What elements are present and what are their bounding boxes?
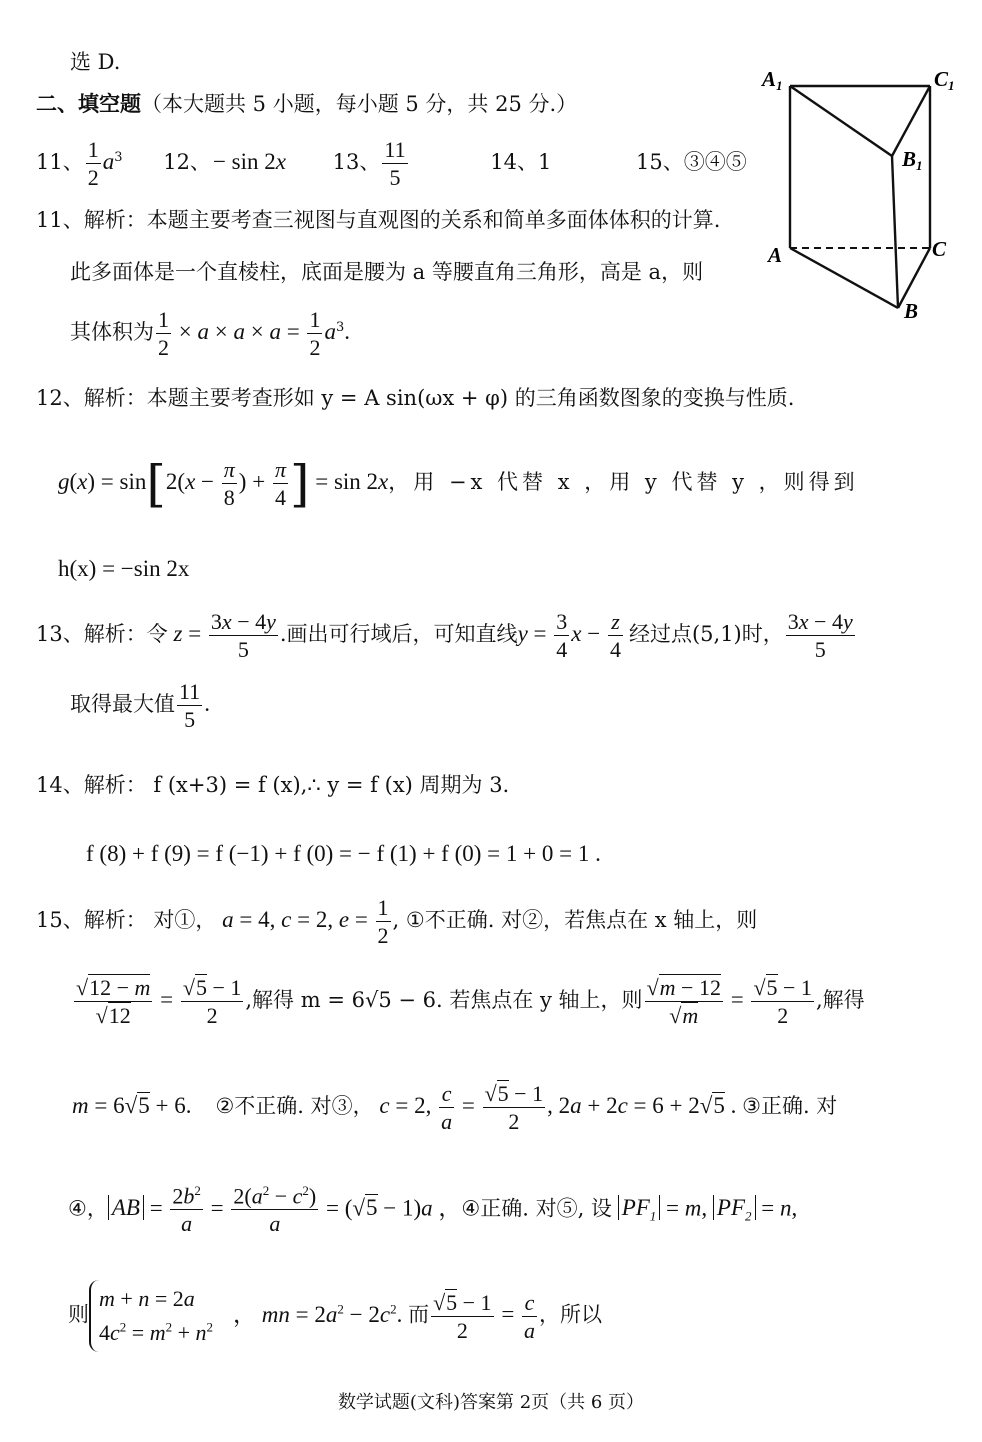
answer-13-label: 13、	[332, 150, 381, 175]
label-b1: B1	[902, 147, 923, 173]
solution-15-line5: 则m + n = 2a $4c^2 = m^2 + n^2$， mn = $2a^2 - 2c^2$. 而 $\frac{√5 - 1}{2}$ = $\frac{c}{a}$ ，所以	[68, 1280, 602, 1352]
page-footer: 数学试题(文科)答案第 2页（共 6 页）	[337, 1392, 645, 1413]
label-a1: A1	[762, 67, 783, 93]
equation-system: m + n = 2a $4c^2 = m^2 + n^2$	[89, 1280, 213, 1352]
section-title: 二、填空题	[36, 92, 141, 116]
solution-15-t5: ③正确. 对	[742, 1094, 838, 1119]
solution-12-line1: 12、解析：本题主要考查形如 y = A sin(ωx + φ) 的三角函数图象的变换与性质.	[36, 386, 795, 410]
solution-15-line3: m = 6√5 + 6. ②不正确. 对③， c = 2, $\frac{c}{a}$ = $\frac{√5 - 1}{2}$ , 2a + 2c = 6 + 2√5 . ③正确. 对	[72, 1081, 838, 1135]
solution-15-t8: 而	[408, 1302, 430, 1327]
section-heading	[36, 94, 577, 115]
label-a: A	[768, 243, 783, 267]
solution-15-t2: ,解得 m = 6√5 − 6. 若焦点在 y 轴上，则	[245, 988, 643, 1013]
volume-prefix: 其体积为	[70, 320, 154, 345]
solution-12-line3: h(x) = −sin 2x	[58, 556, 190, 581]
answer-12-label: 12、	[163, 150, 211, 175]
answer-14: 14、1	[490, 150, 552, 175]
solution-15-then: 则	[68, 1302, 89, 1327]
solution-15-t3: ,解得	[815, 988, 865, 1013]
solution-15-t6: ④正确. 对⑤, 设	[461, 1196, 612, 1221]
answer-11-label: 11、	[36, 150, 84, 175]
solution-13-mid: .画出可行域后，可知直线	[279, 622, 518, 647]
answers-row: 11、 $\frac{1}{2}$ $a^3$ 12、− sin 2x 13、 $\frac{11}{5}$ 14、1 15、③④⑤	[36, 137, 747, 191]
answer-15: 15、③④⑤	[636, 150, 747, 175]
solution-12-line2: g(x) = sin[2(x − $\frac{\pi}{8}$ ) + $\frac{\pi}{4}$ ] = sin 2x，用 −x 代替 x ，用 y 代替 y ，则得到	[58, 454, 859, 513]
solution-14-line2: f (8) + f (9) = f (−1) + f (0) = − f (1) + f (0) = 1 + 0 = 1 .	[86, 841, 601, 866]
solution-11-line3: 其体积为 $\frac{1}{2}$ × a × a × a = $\frac{1}{2}$ $a^3$.	[70, 307, 350, 361]
section-note: （本大题共 5 小题，每小题 5 分，共 25 分.）	[141, 92, 578, 116]
solution-13-line1: 13、解析：令 z = $\frac{3x - 4y}{5}$ .画出可行域后，可知直线y = $\frac{3}{4}$ x − $\frac{z}{4}$ 经过点(5,1)时， $\frac{3x - 4y}{5}$	[36, 609, 853, 663]
solution-13-max-prefix: 取得最大值	[70, 692, 175, 717]
label-c1: C1	[934, 67, 955, 93]
solution-15-t9: ，所以	[539, 1302, 603, 1327]
label-c: C	[932, 237, 947, 261]
solution-15-line2: $\frac{√12 - m}{√12}$ = $\frac{√5 - 1}{2}$ ,解得 m = 6√5 − 6. 若焦点在 y 轴上，则 $\frac{√m - 12}{√m}$ = $\frac{√5 - 1}{2}$ ,解得	[76, 975, 865, 1029]
solution-15-prefix: 15、解析： 对①，	[36, 908, 217, 933]
solution-15-t4: ②不正确. 对③，	[215, 1094, 374, 1119]
solution-11-line1: 11、解析：本题主要考查三视图与直观图的关系和简单多面体体积的计算.	[36, 208, 721, 232]
solution-13-line2: 取得最大值 $\frac{11}{5}$ .	[70, 679, 210, 733]
solution-11-line2: 此多面体是一个直棱柱，底面是腰为 a 等腰直角三角形，高是 a，则	[70, 260, 704, 284]
label-b: B	[904, 299, 919, 323]
solution-15-t1: ①不正确. 对②，若焦点在 x 轴上，则	[405, 908, 758, 933]
solution-15-line4: ④， AB = $\frac{2b^2}{a}$ = $\frac{2(a^2 - c^2)}{a}$ = (√5 − 1)a ，④正确. 对⑤, 设 $PF_1 = m$, $PF_2 = n$,	[68, 1183, 798, 1237]
solution-15-line1: 15、解析： 对①， a = 4, c = 2, e = $\frac{1}{2}$ , ①不正确. 对②，若焦点在 x 轴上，则	[36, 895, 758, 949]
prism-figure	[760, 62, 970, 324]
solution-13-prefix: 13、解析：令	[36, 622, 168, 647]
solution-12-tail: ，用 −x 代替 x ，用 y 代替 y ，则得到	[388, 470, 859, 495]
solution-13-mid2: 经过点(5,1)时，	[628, 622, 784, 647]
solution-14-line1: 14、解析： f (x+3) = f (x),∴ y = f (x) 周期为 3.	[36, 773, 510, 797]
top-line: 选 D.	[70, 50, 121, 74]
